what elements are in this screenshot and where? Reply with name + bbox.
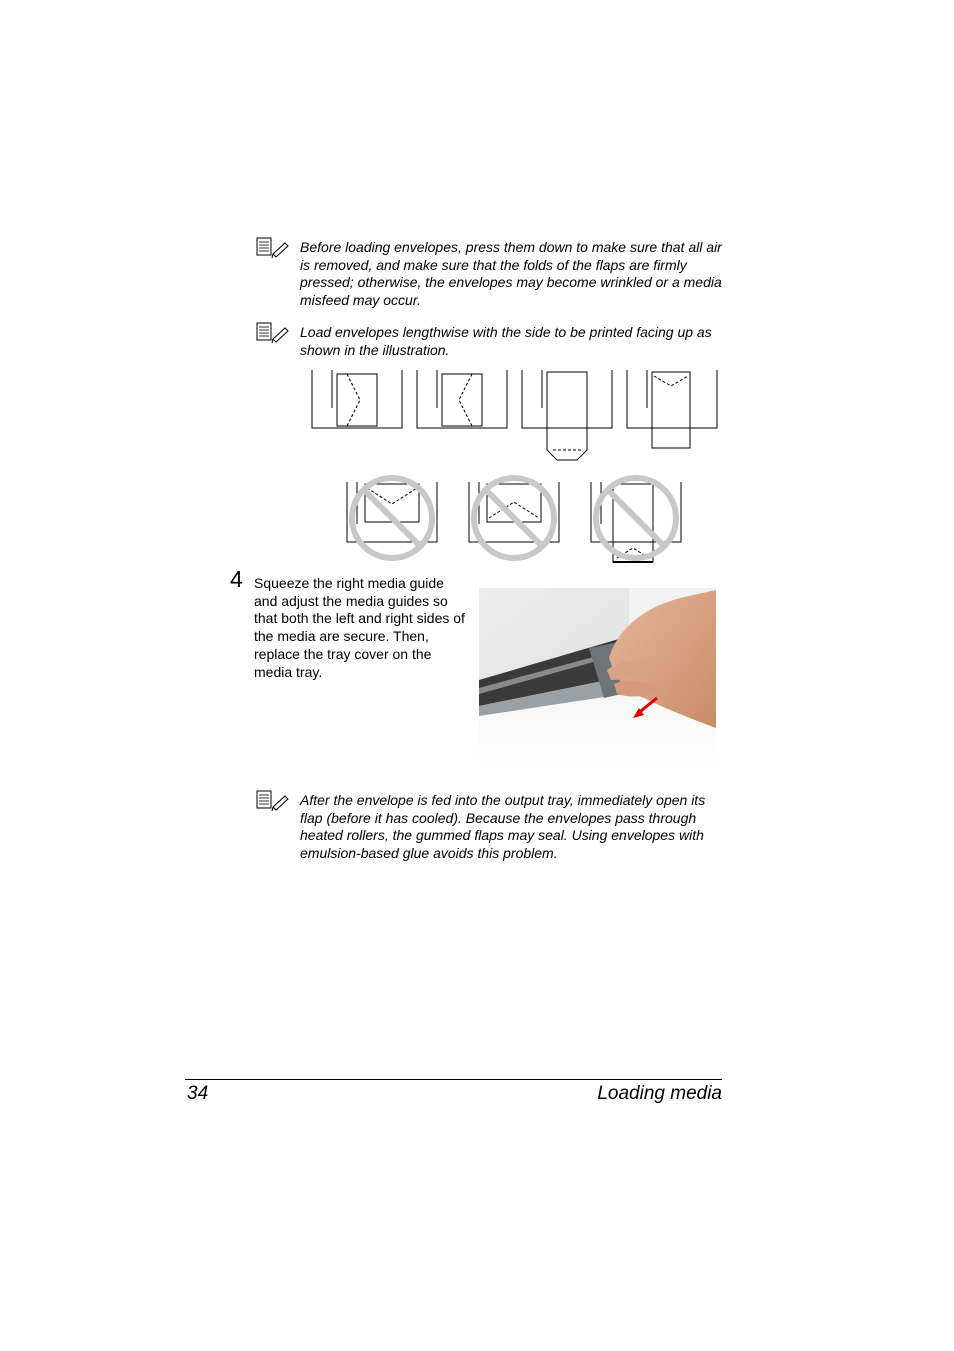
envelope-flap-left-icon [417,370,507,428]
footer-section-title: Loading media [597,1083,722,1104]
media-guide-photo [479,588,716,766]
envelope-flap-top-icon [627,370,717,448]
note-pencil-icon [255,790,291,812]
envelope-flap-bottom-icon [522,370,612,460]
note-text: After the envelope is fed into the output tray, immediately open its flap (before it has cooled). Because the envelopes pass through heated rollers, the gummed flaps may seal. Using envelopes with emulsion-based glue avoids this problem. [300,792,706,862]
envelope-orientation-correct-illustration [310,370,720,466]
footer-divider [185,1079,722,1080]
step-number: 4 [230,566,243,592]
note-pencil-icon [255,322,291,344]
envelope-orientation-incorrect-illustration [345,474,685,566]
envelope-flap-down-prohibited-icon [347,478,437,558]
envelope-flap-right-icon [312,370,402,428]
envelope-flap-up-prohibited-icon [469,478,559,558]
page-number: 34 [187,1083,209,1104]
step-instruction: Squeeze the right media guide and adjust the media guides so that both the left and right sides of the media are secure. Then, replace the tray cover on the media tray. [254,575,465,680]
note-text: Before loading envelopes, press them down to make sure that all air is removed, and make sure that the folds of the flaps are firmly pressed; otherwise, the envelopes may become wrinkled or a media misfeed may occur. [300,239,722,309]
note-pencil-icon [255,237,291,259]
envelope-long-prohibited-icon [591,478,681,562]
note-text: Load envelopes lengthwise with the side to be printed facing up as shown in the illustration. [300,324,712,358]
